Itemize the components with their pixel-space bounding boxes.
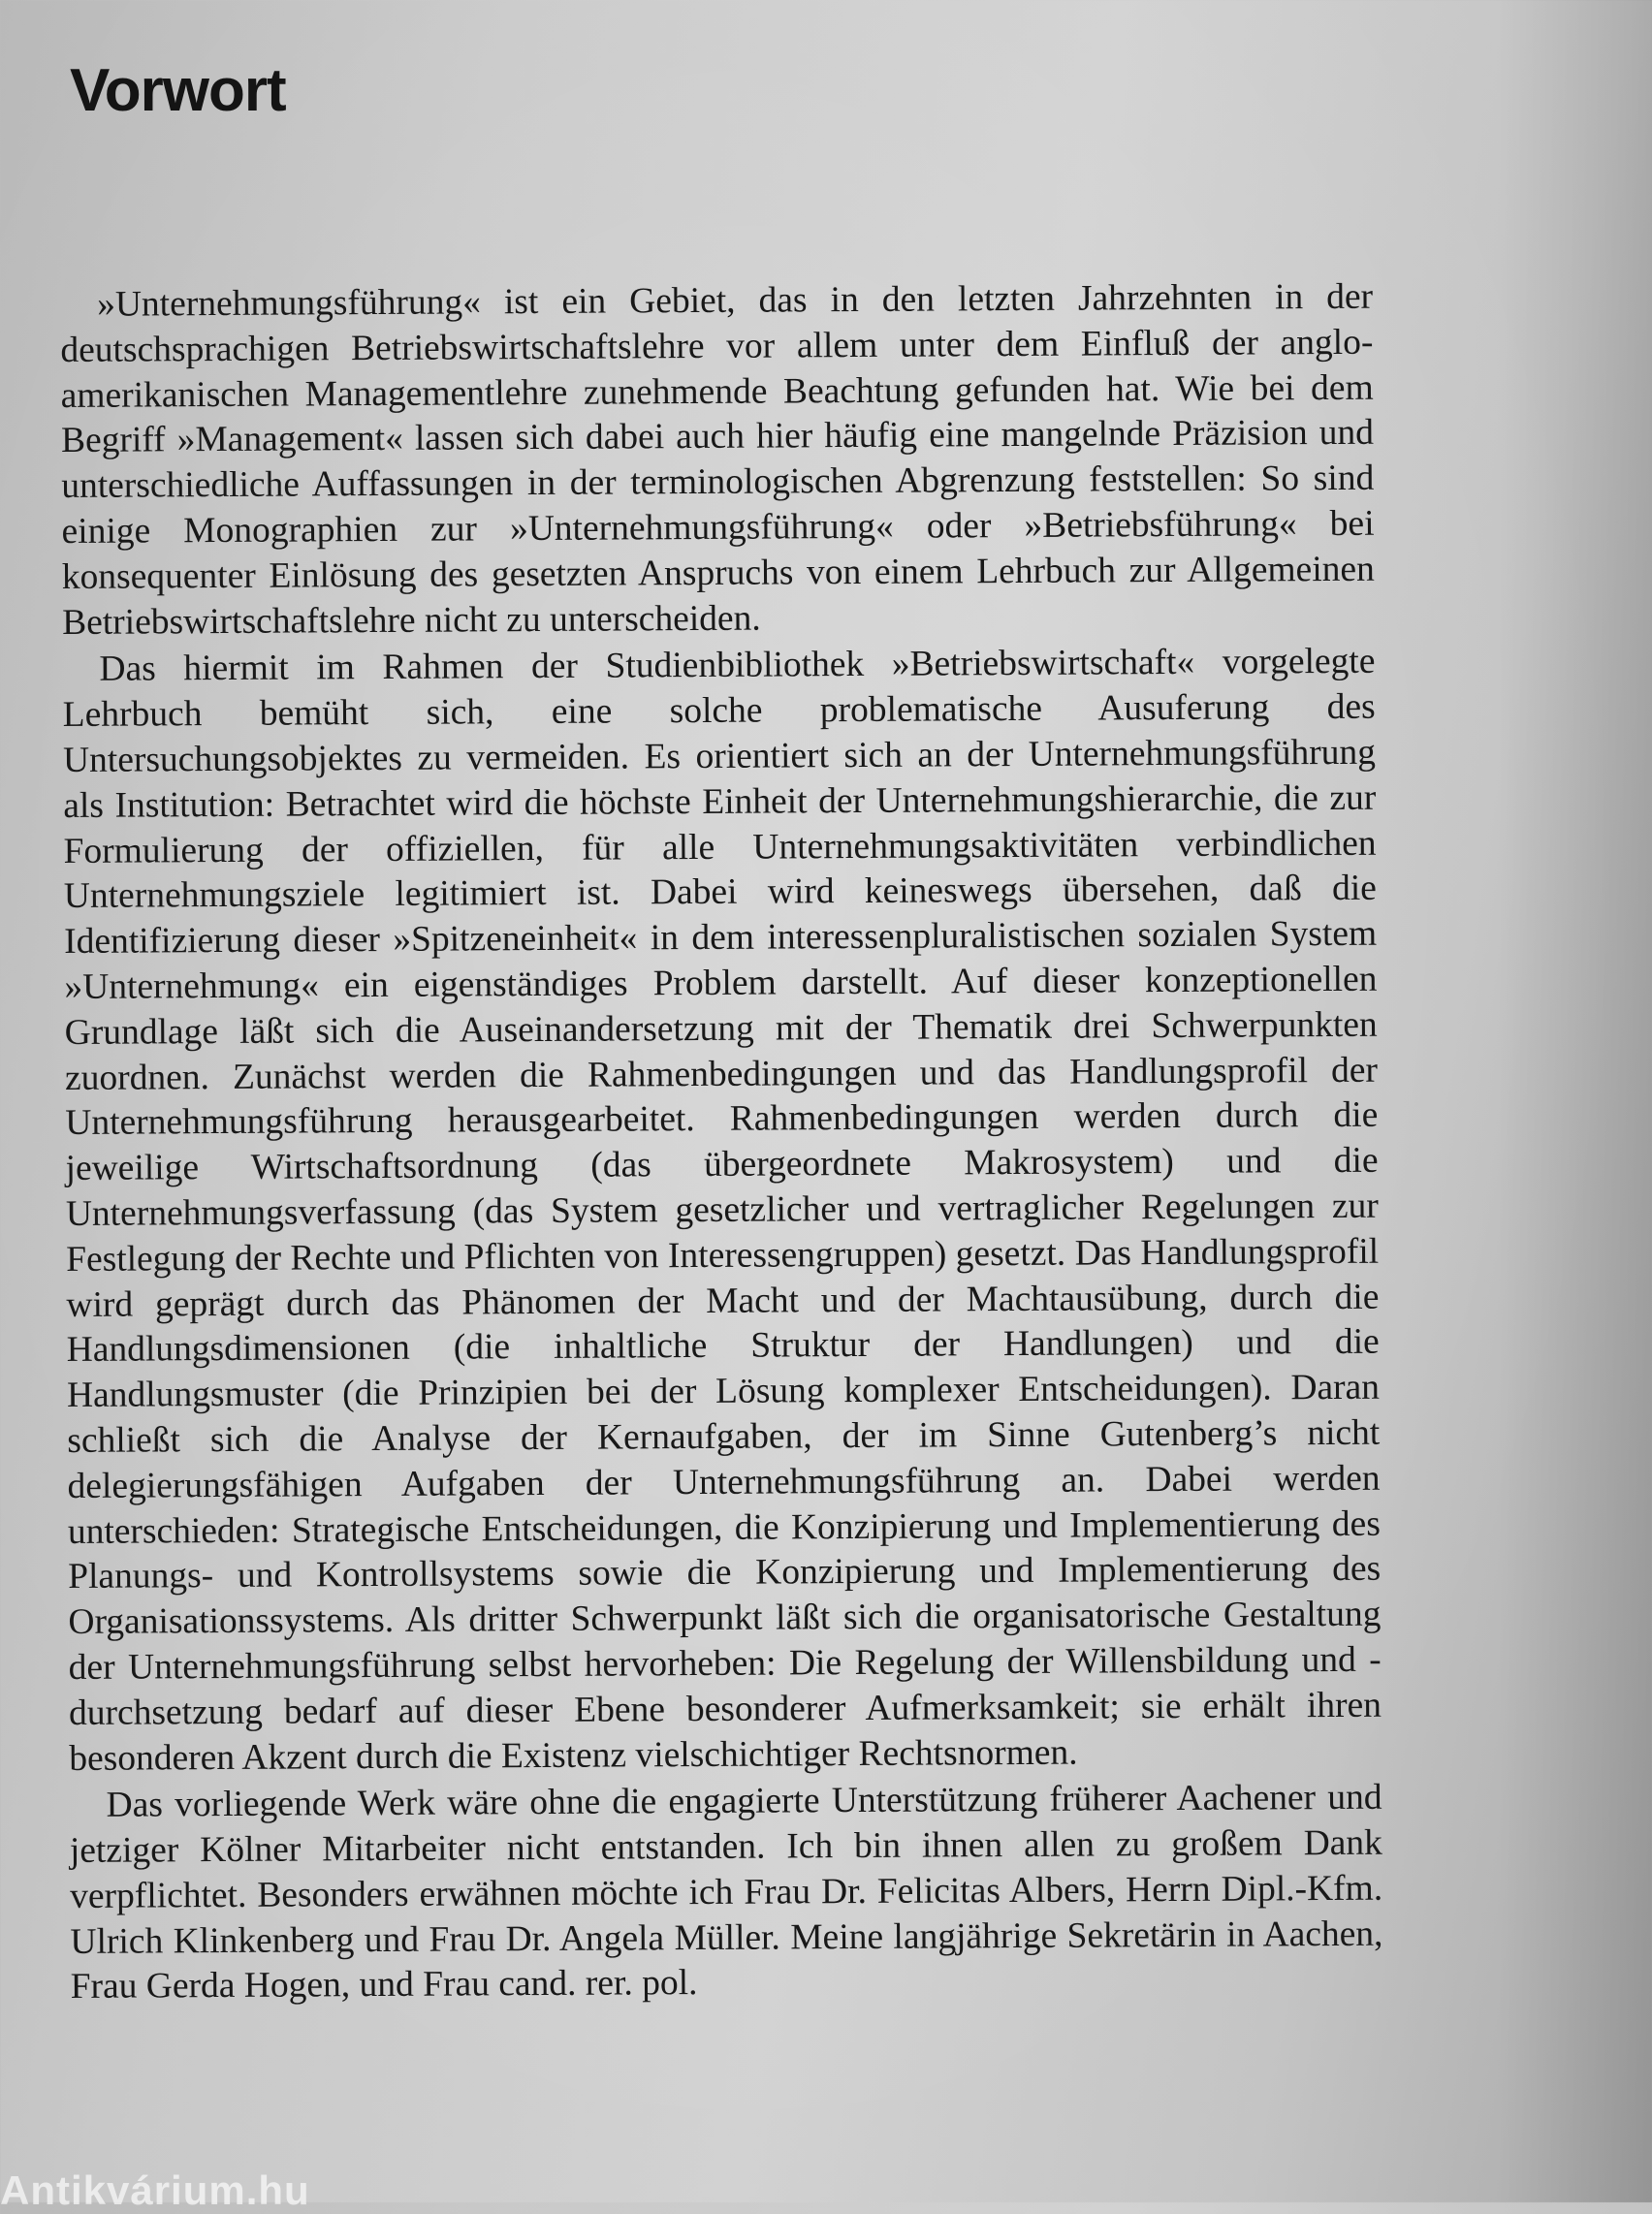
paragraph-1: »Unternehmungsführung« ist ein Gebiet, das in den letzten Jahrzehnten in der deutschsprachigen Betriebswirtschaftslehre vor allem unter dem Einfluß der anglo-amerikanischen Managementlehre zunehmende Beachtung gefunden hat. Wie bei dem Begriff »Management« lassen sich dabei auch hier häufig eine mangelnde Präzision und unterschiedliche Auffassungen in der terminologischen Abgrenzung feststellen: So sind einige Monographien zur »Unternehmungsführung« oder »Betriebsführung« bei konsequenter Einlösung des gesetzten Anspruchs von einem Lehrbuch zur Allgemeinen Betriebswirtschaftslehre nicht zu unterscheiden.: [60, 276, 1375, 643]
paragraph-3: Das vorliegende Werk wäre ohne die engagierte Unterstützung früherer Aachener und jetziger Kölner Mitarbeiter nicht entstanden. Ich bin ihnen allen zu großem Dank verpflichtet. Besonders erwähnen möchte ich Frau Dr. Felicitas Albers, Herrn Dipl.-Kfm. Ulrich Klinkenberg und Frau Dr. Angela Müller. Meine langjährige Sekretärin in Aachen, Frau Gerda Hogen, und Frau cand. rer. pol.: [69, 1777, 1383, 2008]
paragraph-2: Das hiermit im Rahmen der Studienbibliothek »Betriebswirtschaft« vorgelegte Lehrbuch bemüht sich, eine solche problematische Ausuferung des Untersuchungsobjektes zu vermeiden. Es orientiert sich an der Unternehmungsführung als Institution: Betrachtet wird die höchste Einheit der Unternehmungshierarchie, die zur Formulierung der offiziellen, für alle Unternehmungsaktivitäten verbindlichen Unternehmungsziele legitimiert ist. Dabei wird keineswegs übersehen, daß die Identifizierung dieser »Spitzeneinheit« in dem interessenpluralistischen sozialen System »Unternehmung« ein eigenständiges Problem darstellt. Auf dieser konzeptionellen Grundlage läßt sich die Auseinandersetzung mit der Thematik drei Schwerpunkten zuordnen. Zunächst werden die Rahmenbedingungen und das Handlungsprofil der Unternehmungsführung herausgearbeitet. Rahmenbedingungen werden durch die jeweilige Wirtschaftsordnung (das übergeordnete Makrosystem) und die Unternehmungsverfassung (das System gesetzlicher und vertraglicher Regelungen zur Festlegung der Rechte und Pflichten von Interessengruppen) gesetzt. Das Handlungsprofil wird geprägt durch das Phänomen der Macht und der Machtausübung, durch die Handlungsdimensionen (die inhaltliche Struktur der Handlungen) und die Handlungsmuster (die Prinzipien bei der Lösung komplexer Entscheidungen). Daran schließt sich die Analyse der Kernaufgaben, der im Sinne Gutenberg’s nicht delegierungsfähigen Aufgaben der Unternehmungsführung an. Dabei werden unterschieden: Strategische Entscheidungen, die Konzipierung und Implementierung des Planungs- und Kontrollsystems sowie die Konzipierung und Implementierung des Organisationssystems. Als dritter Schwerpunkt läßt sich die organisatorische Gestaltung der Unternehmungsführung selbst hervorheben: Die Regelung der Willensbildung und -durchsetzung bedarf auf dieser Ebene besonderer Aufmerksamkeit; sie erhält ihren besonderen Akzent durch die Existenz vielschichtiger Rechtsnormen.: [62, 642, 1382, 1779]
page-edge-shadow: [1497, 0, 1652, 2202]
body-text: [60, 275, 1383, 2011]
watermark: Antikvárium.hu: [0, 2167, 310, 2213]
page-title: Vorwort: [70, 57, 286, 124]
